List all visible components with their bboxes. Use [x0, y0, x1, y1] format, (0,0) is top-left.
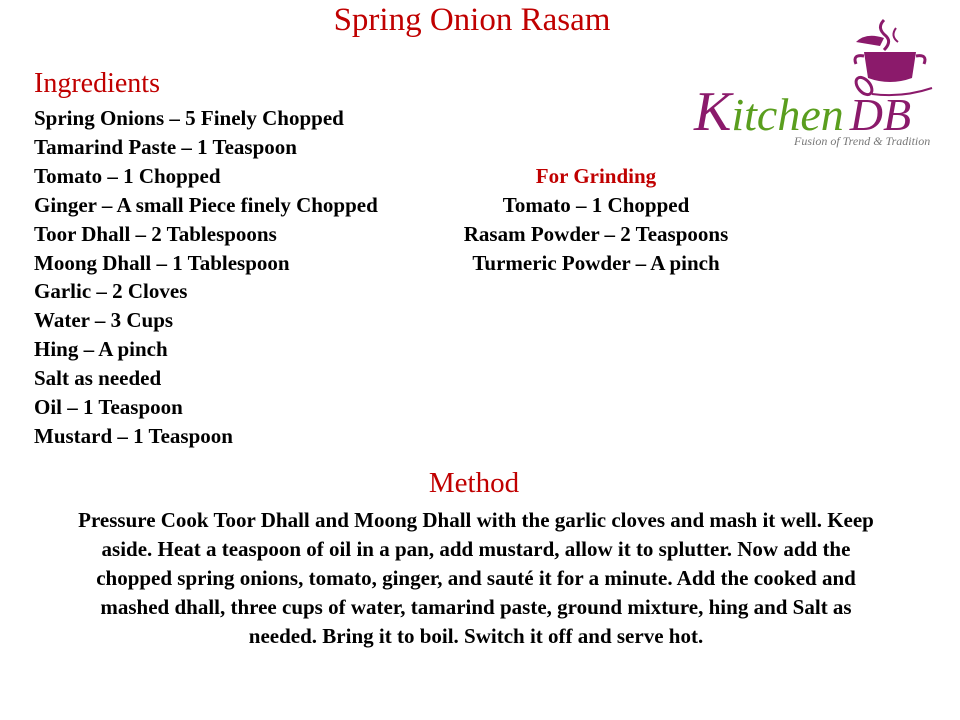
ingredient-item: Spring Onions – 5 Finely Chopped [34, 106, 344, 130]
grinding-section [436, 162, 756, 278]
ingredients-list [34, 104, 378, 451]
method-line: Pressure Cook Toor Dhall and Moong Dhall with the garlic cloves and mash it well. Keep [78, 508, 874, 532]
method-line: aside. Heat a teaspoon of oil in a pan, add mustard, allow it to splutter. Now add the [101, 537, 851, 561]
ingredient-item: Oil – 1 Teaspoon [34, 395, 183, 420]
grinding-item: Rasam Powder – 2 Teaspoons [463, 221, 729, 246]
ingredient-item: Garlic – 2 Cloves [34, 279, 188, 304]
ingredient-item: Tomato – 1 Chopped [34, 163, 221, 188]
grinding-item: Turmeric Powder – A pinch [472, 250, 720, 275]
ingredient-item: Toor Dhall – 2 Tablespoons [34, 221, 277, 246]
ingredient-item: Hing – A pinch [34, 337, 168, 362]
method-line: mashed dhall, three cups of water, tamarind paste, ground mixture, hing and Salt as [100, 595, 852, 619]
ingredient-item: Ginger – A small Piece finely Chopped [34, 192, 378, 217]
recipe-title: Spring Onion Rasam [333, 2, 611, 38]
ingredient-item: Tamarind Paste – 1 Teaspoon [34, 134, 297, 159]
method-heading: Method [428, 467, 520, 499]
logo-tagline: Fusion of Trend & Tradition [794, 134, 931, 148]
grinding-heading: For Grinding [535, 164, 657, 188]
method-line: chopped spring onions, tomato, ginger, and sauté it for a minute. Add the cooked and [96, 566, 856, 590]
logo-wordmark: Kitchen DB [694, 81, 912, 143]
method-line: needed. Bring it to boil. Switch it off and serve hot. [248, 624, 704, 648]
kitchen-db-logo [686, 6, 956, 156]
ingredient-item: Moong Dhall – 1 Tablespoon [34, 250, 290, 275]
ingredient-item: Water – 3 Cups [34, 308, 174, 333]
method-text [0, 506, 952, 651]
ingredients-heading: Ingredients [34, 68, 160, 99]
grinding-item: Tomato – 1 Chopped [502, 192, 690, 217]
ingredient-item: Mustard – 1 Teaspoon [34, 423, 233, 448]
ingredient-item: Salt as needed [34, 366, 162, 391]
